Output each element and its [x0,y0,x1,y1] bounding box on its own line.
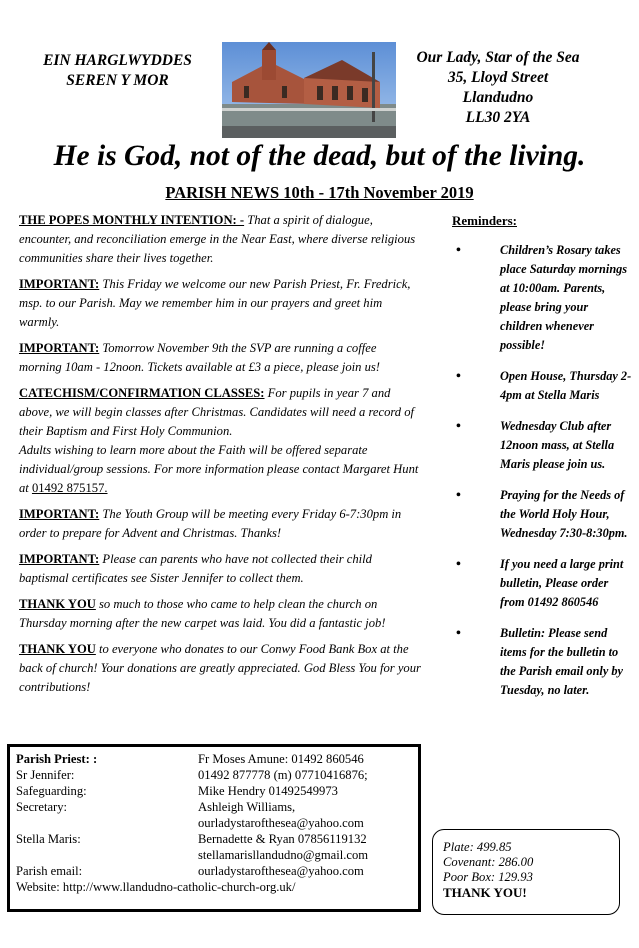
contact-label [16,815,198,831]
reminder-text: Open House, Thursday 2-4pm at Stella Maris [500,369,632,402]
notice-text: so much to those who came to help clean the church on Thursday morning after the new carpet was laid. You did a fantastic job! [19,597,386,630]
collection-plate: Plate: 499.85 [443,840,512,854]
welsh-title [20,51,215,91]
reminder-text: Wednesday Club after 12noon mass, at Stella Maris please join us. [500,419,615,471]
reminder-item [452,486,632,543]
contact-label: Safeguarding: [16,784,87,798]
bullet-icon: • [456,488,461,503]
notice-heading: THANK YOU [19,597,96,611]
catechism-adults-text: Adults wishing to learn more about the Faith will be offered separate individual/group sessions. For more information please contact Margaret Hunt at [19,443,419,495]
notice-heading: IMPORTANT: [19,277,100,291]
notice-heading: THE POPES MONTHLY INTENTION: - [19,213,245,227]
contact-value: 01492 877778 (m) 07710416876; [198,768,368,782]
notice-text: For pupils in year 7 and above, we will begin classes after Christmas. Candidates will need a record of their Baptism and First Holy Communion. [19,386,415,438]
contact-row [16,847,418,863]
notice-catechism [19,384,421,498]
notice-text: to everyone who donates to our Conwy Food Bank Box at the back of church! Your donations are greatly appreciated. God Bless You for your contributions! [19,642,421,694]
notice-heading: IMPORTANT: [19,341,100,355]
website-link[interactable]: Website: http://www.llandudno-catholic-church-org.uk/ [16,880,296,894]
notice-baptism-certificates [19,550,421,588]
contacts-box [7,744,421,912]
notice-thank-you-cleaning [19,595,421,633]
collection-thanks: THANK YOU! [443,885,527,900]
contact-row [16,815,418,831]
contact-email[interactable]: stellamarisllandudno@gmail.com [198,848,369,862]
reminders-column [452,213,632,712]
contact-value: Fr Moses Amune: 01492 860546 [198,752,364,766]
news-title [0,183,639,203]
collection-box [432,829,620,915]
notice-thank-you-foodbank [19,640,421,697]
headline: He is God, not of the dead, but of the living. [53,140,586,172]
notice-text: That a spirit of dialogue, encounter, and reconciliation emerge in the Near East, where diverse religious communities share their lives together. [19,213,416,265]
contact-row [16,767,418,783]
contact-label: Parish email: [16,864,83,878]
notice-youth-group [19,505,421,543]
notice-heading: IMPORTANT: [19,507,100,521]
collection-poor-box: Poor Box: 129.93 [443,870,533,884]
contact-email[interactable]: ourladystarofthesea@yahoo.com [198,864,364,878]
bullet-icon: • [456,419,461,434]
notice-svp-coffee [19,339,421,377]
bullet-icon: • [456,557,461,572]
reminders-title: Reminders: [452,213,517,228]
bullet-icon: • [456,243,461,258]
address-postcode: LL30 2YA [465,109,531,126]
reminder-item [452,241,632,355]
contact-row [16,783,418,799]
notice-heading: IMPORTANT: [19,552,100,566]
bullet-icon: • [456,369,461,384]
notice-text: The Youth Group will be meeting every Friday 6-7:30pm in order to prepare for Advent and Christmas. Thanks! [19,507,402,540]
reminder-text: Children’s Rosary takes place Saturday mornings at 10:00am. Parents, please bring your children whenever possible! [500,243,628,352]
welsh-line-2: SEREN Y MOR [66,72,169,89]
notice-popes-intention [19,211,421,268]
contact-value: Ashleigh Williams, [198,800,296,814]
reminder-item [452,555,632,612]
church-photo-icon [222,42,396,138]
news-title-text: PARISH NEWS 10th - 17th November 2019 [165,183,474,202]
reminder-item [452,367,632,405]
contact-value: Mike Hendry 01492549973 [198,784,338,798]
welsh-line-1: EIN HARGLWYDDES [43,52,192,69]
contact-label: Stella Maris: [16,832,81,846]
contact-email[interactable]: ourladystarofthesea@yahoo.com [198,816,364,830]
contact-label: Sr Jennifer: [16,768,75,782]
notice-heading: CATECHISM/CONFIRMATION CLASSES: [19,386,265,400]
notice-heading: THANK YOU [19,642,96,656]
address-town: Llandudno [462,89,534,106]
reminder-text: If you need a large print bulletin, Please order from 01492 860546 [500,557,624,609]
contact-row [16,751,418,767]
contact-value: Bernadette & Ryan 07856119132 [198,832,367,846]
contact-row [16,799,418,815]
church-address [398,48,598,128]
contact-label: Secretary: [16,800,68,814]
notices-column [19,211,421,704]
contact-label [16,847,198,863]
contact-row [16,831,418,847]
catechism-phone: 01492 875157. [31,481,108,495]
reminder-item [452,624,632,700]
church-name: Our Lady, Star of the Sea [416,49,580,66]
reminder-item [452,417,632,474]
contact-label: Parish Priest: : [16,752,98,766]
reminders-list [452,241,632,700]
notice-text: Tomorrow November 9th the SVP are running a coffee morning 10am - 12noon. Tickets available at £3 a piece, please join us! [19,341,380,374]
contact-row [16,863,418,879]
reminder-text: Praying for the Needs of the World Holy Hour, Wednesday 7:30-8:30pm. [500,488,628,540]
address-street: 35, Lloyd Street [447,69,549,86]
notice-new-priest [19,275,421,332]
notice-text: This Friday we welcome our new Parish Priest, Fr. Fredrick, msp. to our Parish. May we remember him in our prayers and greet him warmly. [19,277,411,329]
bullet-icon: • [456,626,461,641]
reminder-text: Bulletin: Please send items for the bulletin to the Parish email only by Tuesday, no later. [500,626,623,697]
collection-covenant: Covenant: 286.00 [443,855,534,869]
notice-text: Please can parents who have not collected their child baptismal certificates see Sister Jennifer to collect them. [19,552,372,585]
